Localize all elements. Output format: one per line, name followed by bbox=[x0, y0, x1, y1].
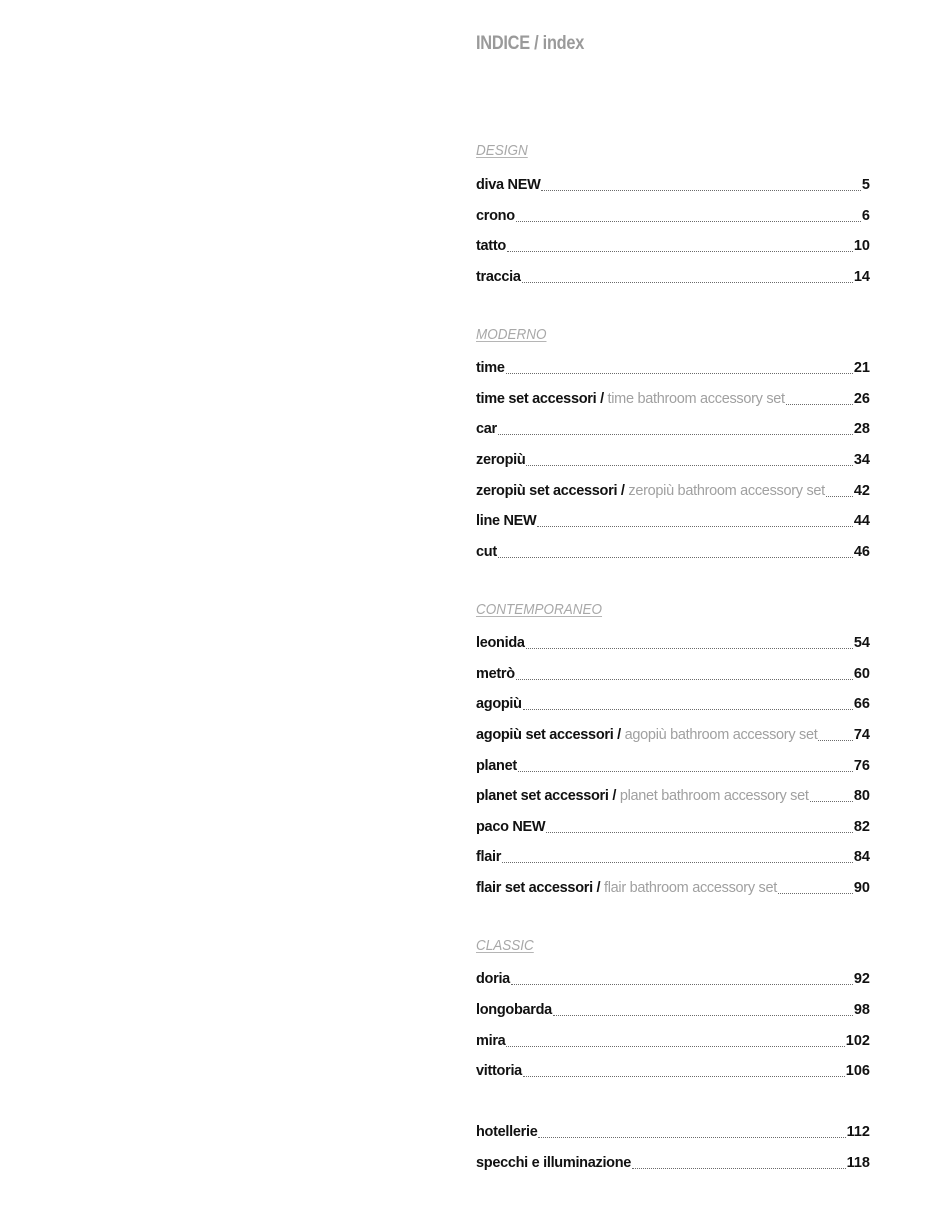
index-row bbox=[476, 996, 870, 1018]
index-row bbox=[476, 782, 870, 804]
page-number: 118 bbox=[846, 1155, 870, 1171]
entry-label bbox=[476, 483, 825, 499]
entry-label: time bbox=[476, 360, 505, 376]
page-number: 28 bbox=[853, 421, 870, 437]
page-number: 92 bbox=[853, 971, 870, 987]
index-row bbox=[476, 1149, 870, 1171]
index-row bbox=[476, 263, 870, 285]
page-number: 74 bbox=[853, 727, 870, 743]
section-title-design: DESIGN bbox=[476, 142, 528, 159]
entry-label bbox=[476, 391, 785, 407]
index-row bbox=[476, 721, 870, 743]
index-row bbox=[476, 354, 870, 376]
entry-label bbox=[476, 788, 809, 804]
dot-leader bbox=[522, 281, 853, 283]
entry-label: zeropiù bbox=[476, 452, 526, 468]
page-number: 66 bbox=[853, 696, 870, 712]
page-number: 82 bbox=[853, 819, 870, 835]
entry-label: longobarda bbox=[476, 1002, 552, 1018]
entry-label: vittoria bbox=[476, 1063, 522, 1079]
entry-label-en: flair bathroom accessory set bbox=[604, 880, 777, 896]
index-row bbox=[476, 538, 870, 560]
index-row bbox=[476, 752, 870, 774]
dot-leader bbox=[516, 678, 853, 680]
entry-label: doria bbox=[476, 971, 510, 987]
page-number: 5 bbox=[861, 177, 870, 193]
page-number: 42 bbox=[853, 483, 870, 499]
index-row bbox=[476, 813, 870, 835]
dot-leader bbox=[538, 1136, 845, 1138]
page-number: 21 bbox=[853, 360, 870, 376]
dot-leader bbox=[526, 647, 853, 649]
entry-label-it: agopiù set accessori / bbox=[476, 727, 625, 743]
entry-label: paco NEW bbox=[476, 819, 546, 835]
entry-label: leonida bbox=[476, 635, 525, 651]
index-row bbox=[476, 507, 870, 529]
dot-leader bbox=[632, 1167, 846, 1169]
entry-label: line NEW bbox=[476, 513, 537, 529]
entry-label bbox=[476, 880, 777, 896]
entry-label: metrò bbox=[476, 666, 515, 682]
page-number: 80 bbox=[853, 788, 870, 804]
entry-label-it: flair set accessori / bbox=[476, 880, 605, 896]
entry-label bbox=[476, 727, 817, 743]
index-row bbox=[476, 477, 870, 499]
dot-leader bbox=[507, 250, 853, 252]
entry-label: specchi e illuminazione bbox=[476, 1155, 632, 1171]
entry-label: planet bbox=[476, 758, 517, 774]
dot-leader bbox=[537, 525, 852, 527]
dot-leader bbox=[541, 189, 860, 191]
page-number: 112 bbox=[846, 1124, 870, 1140]
index-row bbox=[476, 446, 870, 468]
entry-label: diva NEW bbox=[476, 177, 541, 193]
page-number: 98 bbox=[853, 1002, 870, 1018]
page-title: INDICE / index bbox=[476, 33, 585, 54]
index-row bbox=[476, 629, 870, 651]
dot-leader bbox=[818, 739, 852, 741]
entry-label: mira bbox=[476, 1033, 506, 1049]
index-row bbox=[476, 690, 870, 712]
page-number: 14 bbox=[853, 269, 870, 285]
index-row bbox=[476, 843, 870, 865]
dot-leader bbox=[786, 403, 853, 405]
index-row bbox=[476, 202, 870, 224]
entry-label-en: zeropiù bathroom accessory set bbox=[628, 483, 825, 499]
index-row bbox=[476, 385, 870, 407]
dot-leader bbox=[546, 831, 853, 833]
dot-leader bbox=[516, 220, 861, 222]
entry-label: tatto bbox=[476, 238, 506, 254]
section-title-classic: CLASSIC bbox=[476, 937, 534, 954]
dot-leader bbox=[826, 495, 853, 497]
dot-leader bbox=[810, 800, 853, 802]
page-number: 26 bbox=[853, 391, 870, 407]
entry-label: cut bbox=[476, 544, 497, 560]
section-title-contemporaneo: CONTEMPORANEO bbox=[476, 601, 603, 618]
entry-label: agopiù bbox=[476, 696, 522, 712]
index-row bbox=[476, 1118, 870, 1140]
dot-leader bbox=[526, 464, 852, 466]
section-title-moderno: MODERNO bbox=[476, 326, 547, 343]
dot-leader bbox=[498, 556, 853, 558]
page-number: 76 bbox=[853, 758, 870, 774]
dot-leader bbox=[518, 770, 853, 772]
entry-label: traccia bbox=[476, 269, 521, 285]
dot-leader bbox=[506, 1045, 844, 1047]
entry-label: hotellerie bbox=[476, 1124, 538, 1140]
page-number: 60 bbox=[853, 666, 870, 682]
index-row bbox=[476, 232, 870, 254]
entry-label: flair bbox=[476, 849, 502, 865]
dot-leader bbox=[506, 372, 853, 374]
page-number: 102 bbox=[845, 1033, 870, 1049]
entry-label-it: planet set accessori / bbox=[476, 788, 620, 804]
index-row bbox=[476, 415, 870, 437]
page-number: 34 bbox=[853, 452, 870, 468]
index-row bbox=[476, 171, 870, 193]
entry-label-en: time bathroom accessory set bbox=[607, 391, 785, 407]
entry-label-it: zeropiù set accessori / bbox=[476, 483, 629, 499]
entry-label-it: time set accessori / bbox=[476, 391, 608, 407]
page-number: 54 bbox=[853, 635, 870, 651]
index-row bbox=[476, 1057, 870, 1079]
page-number: 44 bbox=[853, 513, 870, 529]
page-number: 106 bbox=[845, 1063, 870, 1079]
dot-leader bbox=[511, 983, 853, 985]
page-number: 46 bbox=[853, 544, 870, 560]
entry-label-en: planet bathroom accessory set bbox=[619, 788, 809, 804]
dot-leader bbox=[523, 708, 853, 710]
dot-leader bbox=[778, 892, 853, 894]
entry-label-en: agopiù bathroom accessory set bbox=[624, 727, 818, 743]
page-number: 84 bbox=[853, 849, 870, 865]
entry-label: crono bbox=[476, 208, 515, 224]
index-row bbox=[476, 1027, 870, 1049]
page-number: 6 bbox=[861, 208, 870, 224]
index-row bbox=[476, 965, 870, 987]
entry-label: car bbox=[476, 421, 497, 437]
dot-leader bbox=[553, 1014, 853, 1016]
dot-leader bbox=[498, 433, 853, 435]
index-row bbox=[476, 874, 870, 896]
dot-leader bbox=[523, 1075, 845, 1077]
index-row bbox=[476, 660, 870, 682]
page-number: 10 bbox=[853, 238, 870, 254]
page-number: 90 bbox=[853, 880, 870, 896]
dot-leader bbox=[502, 861, 853, 863]
